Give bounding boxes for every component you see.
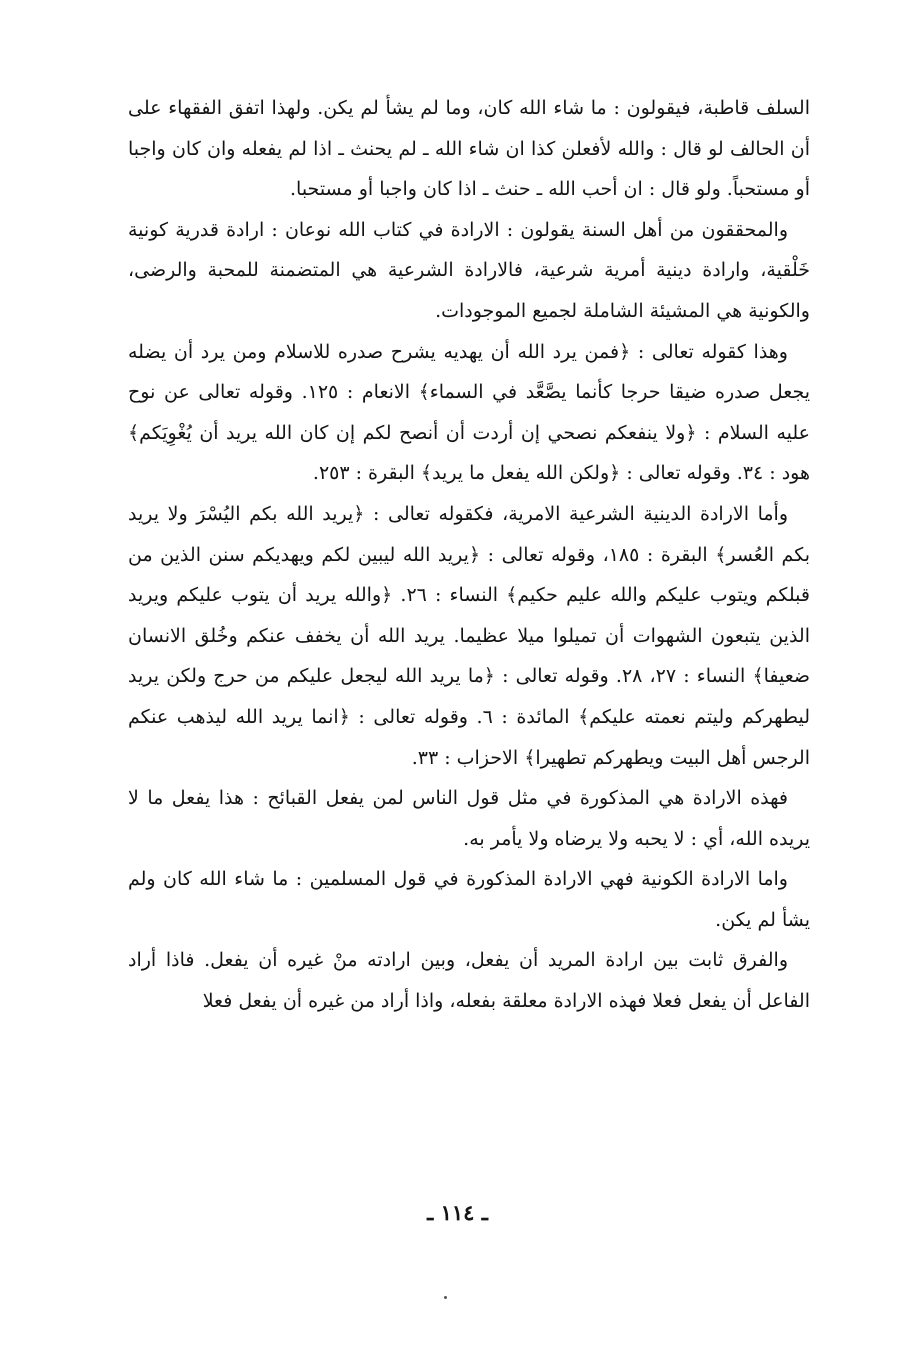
paragraph-4: وأما الارادة الدينية الشرعية الامرية، فكقوله تعالى : ﴿يريد الله بكم اليُسْرَ ولا يريد بكم العُسر﴾ البقرة : ١٨٥، وقوله تعالى : ﴿يريد الله ليبين لكم ويهديكم سنن الذين من قبلكم ويتوب عليكم والله عليم حكيم﴾ النساء : ٢٦. ﴿والله يريد أن يتوب عليكم ويريد الذين يتبعون الشهوات أن تميلوا ميلا عظيما. يريد الله أن يخفف عنكم وخُلق الانسان ضعيفا﴾ النساء : ٢٧، ٢٨. وقوله تعالى : ﴿ما يريد الله ليجعل عليكم من حرج ولكن يريد ليطهركم وليتم نعمته عليكم﴾ المائدة : ٦. وقوله تعالى : ﴿انما يريد الله ليذهب عنكم الرجس أهل البيت ويطهركم تطهيرا﴾ الاحزاب : ٣٣. [128,502,811,769]
paragraph-2: والمحققون من أهل السنة يقولون : الارادة في كتاب الله نوعان : ارادة قدرية كونية خَلْقية، وارادة دينية أمرية شرعية، فالارادة الشرعية هي المتضمنة للمحبة والرضى، والكونية هي المشيئة الشاملة لجميع الموجودات. [128,218,810,322]
paragraph-6: واما الارادة الكونية فهي الارادة المذكورة في قول المسلمين : ما شاء الله كان ولم يشأ لم يكن. [128,868,810,931]
paragraph-5: فهذه الارادة هي المذكورة في مثل قول الناس لمن يفعل القبائح : هذا يفعل ما لا يريده الله، أي : لا يحبه ولا يرضاه ولا يأمر به. [128,787,810,850]
paragraph-3: وهذا كقوله تعالى : ﴿فمن يرد الله أن يهديه يشرح صدره للاسلام ومن يرد أن يضله يجعل صدره ضيقا حرجا كأنما يصَّعَّد في السماء﴾ الانعام : ١٢٥. وقوله تعالى عن نوح عليه السلام : ﴿ولا ينفعكم نصحي إن أردت أن أنصح لكم إن كان الله يريد أن يُغْوِيَكم﴾ هود : ٣٤. وقوله تعالى : ﴿ولكن الله يفعل ما يريد﴾ البقرة : ٢٥٣. [128,340,810,485]
paragraph-7: والفرق ثابت بين ارادة المريد أن يفعل، وبين ارادته منْ غيره أن يفعل. فاذا أراد الفاعل أن يفعل فعلا فهذه الارادة معلقة بفعله، واذا أراد من غيره أن يفعل فعلا [128,949,810,1013]
body-text [128,88,810,1022]
paragraph-1: السلف قاطبة، فيقولون : ما شاء الله كان، وما لم يشأ لم يكن. ولهذا اتفق الفقهاء على أن الحالف لو قال : والله لأفعلن كذا ان شاء الله ـ لم يحنث ـ اذا لم يفعله وان كان واجبا أو مستحباً. ولو قال : ان أحب الله ـ حنث ـ اذا كان واجبا أو مستحبا. [128,97,810,201]
page-number: ـ ١١٤ ـ [427,1200,488,1225]
scan-speck [444,1296,447,1299]
